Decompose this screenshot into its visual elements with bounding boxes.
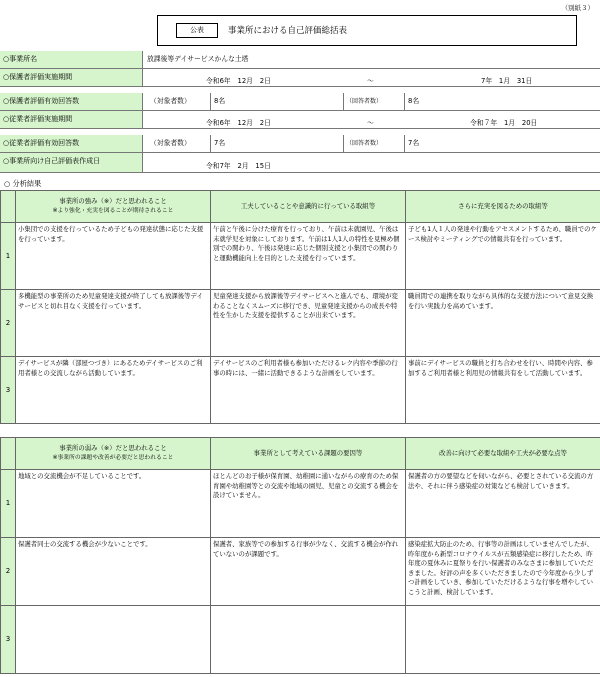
info-row-staff-period xyxy=(0,111,600,129)
weaknesses-header-col2: 事業所として考えている課題の要因等 xyxy=(211,438,406,470)
guardian-count-label: ○保護者評価有効回答数 xyxy=(0,93,143,110)
guardian-period-sep: ～ xyxy=(367,77,374,85)
staff-period-end: 令和７年 1月 20日 xyxy=(470,119,538,127)
guardian-target-label: （対象者数） xyxy=(150,97,191,105)
weaknesses-header-col1 xyxy=(16,438,211,470)
strength-cell: 多機能型の事業所のため児童発達支援が終了しても放課後等デイサービスと切れ目なく支援を行っています。 xyxy=(16,290,211,357)
weaknesses-table xyxy=(0,437,600,674)
guardian-answer-value: 8名 xyxy=(408,97,420,105)
strengths-header-col3: さらに充実を図るための取組等 xyxy=(406,191,600,223)
row-number: 3 xyxy=(1,606,16,674)
table-row xyxy=(1,538,600,606)
info-row-office xyxy=(0,51,600,69)
staff-answer-label: （回答者数） xyxy=(346,140,383,147)
strengths-table xyxy=(0,190,600,424)
guardian-period-label: ○保護者評価実施期間 xyxy=(0,69,143,86)
office-name-value: 放課後等デイサービスかんな土塔 xyxy=(147,55,249,63)
row-number: 2 xyxy=(1,290,16,357)
staff-period-start: 令和6年 12月 2日 xyxy=(206,119,271,127)
weakness-improvement-cell: 感染症拡大防止のため、行事等の計画はしていませんでしたが、昨年度から新型コロナウイルスが五類感染症に移行したため、昨年度の夏休みに夏祭りを行い保護者のみなさまに参加していただきました。好評の声を多くいただきましたので今年度から少しずつ計画をしていき、参加していただけるような行事を増やしていこうと計画、検討しています。 xyxy=(406,538,600,606)
weaknesses-header-col3: 改善に向けて必要な取組や工夫が必要な点等 xyxy=(406,438,600,470)
row-number: 2 xyxy=(1,538,16,606)
table-row xyxy=(1,470,600,538)
staff-period-label: ○従業者評価実施期間 xyxy=(0,111,143,128)
info-row-staff-count xyxy=(0,135,600,153)
table-row xyxy=(1,290,600,357)
table-row xyxy=(1,606,600,674)
strength-cell: 小集団での支援を行っているため子どもの発達状態に応じた支援を行っています。 xyxy=(16,223,211,290)
weakness-cause-cell: ほとんどのお子様が保育園、幼稚園に通いながらの療育のため保育園や幼稚園等との交流や地域の園児、児童との交流する機会を設けていません。 xyxy=(211,470,406,538)
weakness-cell: 保護者同士の交流する機会が少ないことです。 xyxy=(16,538,211,606)
staff-target-value: 7名 xyxy=(214,139,226,147)
table-row xyxy=(1,357,600,424)
weakness-cell xyxy=(16,606,211,674)
strength-effort-cell: デイサービスのご利用者様も参加いただけるレク内容や季節の行事の時には、一緒に活動できるような計画をしています。 xyxy=(211,357,406,424)
staff-target-label: （対象者数） xyxy=(150,139,191,147)
guardian-period-end: 7年 1月 31日 xyxy=(481,77,533,85)
weakness-cause-cell: 保護者、家族等での参加する行事が少なく、交流する機会が作れていないのが課題です。 xyxy=(211,538,406,606)
analysis-section-label: ○ 分析結果 xyxy=(4,179,42,188)
strengths-header-col1 xyxy=(16,191,211,223)
weakness-improvement-cell: 保護者の方の要望などを伺いながら、必要とされている交流の方法や、それに伴う感染症の対策なども検討していきます。 xyxy=(406,470,600,538)
guardian-period-start: 令和6年 12月 2日 xyxy=(206,77,271,85)
staff-answer-value: 7名 xyxy=(408,139,420,147)
strength-improvement-cell: 事前にデイサービスの職員と打ち合わせを行い、時間や内容、参加するご利用者様と利用児の情報共有をして活動しています。 xyxy=(406,357,600,424)
guardian-target-value: 8名 xyxy=(214,97,226,105)
header-corner xyxy=(1,438,16,470)
info-row-guardian-count xyxy=(0,93,600,111)
info-row-guardian-period xyxy=(0,69,600,87)
weaknesses-header-row xyxy=(1,438,600,470)
header-corner xyxy=(1,191,16,223)
title-box xyxy=(157,15,577,46)
created-label: ○事業所向け自己評価表作成日 xyxy=(0,153,143,172)
strength-improvement-cell: 職員間での連携を取りながら具体的な支援方法について意見交換を行い実践力を高めています。 xyxy=(406,290,600,357)
page-title: 事業所における自己評価総括表 xyxy=(228,26,348,36)
staff-period-sep: ～ xyxy=(367,119,374,127)
table-row xyxy=(1,223,600,290)
row-number: 3 xyxy=(1,357,16,424)
strength-improvement-cell: 子ども1人１人の発達や行動をアセスメントするため、職員でのケース検討やミーティングでの情報共有を行っています。 xyxy=(406,223,600,290)
attachment-label: （別紙３） xyxy=(561,4,594,12)
strengths-header-col1-sub: ※より強化・充実を図ることが期待されること xyxy=(52,207,174,214)
strength-effort-cell: 午前と午後に分けた療育を行っており、午前は未就園児、午後は未就学児を対象にしております。午前は1人1人の特性を見極め個別での関わり、午後は発達に応じた個別支援と小集団での関わりと運動機能向上を目的とした支援を行っています。 xyxy=(211,223,406,290)
strengths-header-col1-title: 事業所の強み（※）だと思われること xyxy=(59,197,167,206)
created-date: 令和7年 2月 15日 xyxy=(206,162,271,170)
guardian-answer-label: （回答者数） xyxy=(346,98,383,105)
weaknesses-header-col1-title: 事業所の弱み（※）だと思われること xyxy=(59,444,167,453)
row-number: 1 xyxy=(1,223,16,290)
row-number: 1 xyxy=(1,470,16,538)
weakness-cause-cell xyxy=(211,606,406,674)
strengths-header-row xyxy=(1,191,600,223)
weakness-cell: 地域との交流機会が不足していることです。 xyxy=(16,470,211,538)
info-row-created xyxy=(0,153,600,173)
public-badge: 公表 xyxy=(176,23,218,38)
staff-count-label: ○従業者評価有効回答数 xyxy=(0,135,143,152)
weakness-improvement-cell xyxy=(406,606,600,674)
strengths-header-col2: 工夫していることや意識的に行っている取組等 xyxy=(211,191,406,223)
office-name-label: ○事業所名 xyxy=(0,51,143,68)
weaknesses-header-col1-sub: ※事業所の課題や改善が必要だと思われること xyxy=(52,454,174,461)
strength-cell: デイサービスが隣（部屋つづき）にあるためデイサービスのご利用者様との交流しながら活動しています。 xyxy=(16,357,211,424)
strength-effort-cell: 児童発達支援から放課後等デイサービスへと進んでも、環境が変わることなくスムーズに移行でき、児童発達支援からの成長や特性を生かした支援を提供することが出来ています。 xyxy=(211,290,406,357)
